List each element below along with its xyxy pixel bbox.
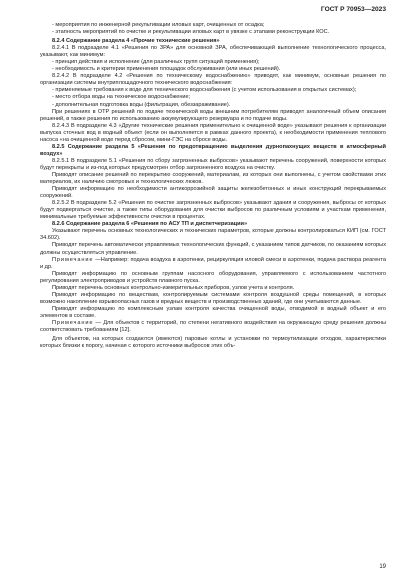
body-paragraph: Приводят перечень основных контрольно-измерительных приборов, узлов учета и контроля. (52, 284, 295, 291)
body-paragraph: При решениях в ОТР решений по подаче технической воды внешним потребителям приводят аналогичный объем описания решений, в также решения по использованию аккумулирующего резервуара и по подаче воды. (40, 108, 386, 122)
body-paragraph: Приводят описание решений по перекрытию сооружений, материалам, из которых они выполнены, с учетом свойствами этих материалов, их наличию смотровых и технологических люков. (40, 171, 386, 186)
body-paragraph: 8.2.4.3 В подразделе 4.3 «Другие технические решения применительно к очищенной воде» указывают решения к организации выпуска сточных вод в водный объект (если он выполняется в рамках данного проекта), к необходимости применения теплового насоса «на очищенной воде перед сбросом, мини-ГЭС на сбросе воды. (40, 122, 386, 143)
note-label: Примечание (52, 256, 94, 263)
note-paragraph (40, 320, 386, 334)
section-heading: 8.2.4 Содержание раздела 4 «Прочие технические решения» (52, 38, 220, 45)
body-paragraph: Приводят информацию по необходимости антикоррозийной защиты железобетонных и иных конструкций перекрываемых сооружений. (40, 186, 386, 200)
body-paragraph: 8.2.4.2 В подразделе 4.2 «Решения по техническому водоснабжению» приводят, как минимум, основные решения по организации системы внутриплощадочного технического водоснабжения: (40, 73, 386, 87)
page-number: 19 (379, 563, 386, 570)
body-paragraph: Приводят перечень автоматически управляемых технологических функций, с указанием типов датчиков, по оказаниям которых должны осуществляться управление. (40, 242, 386, 256)
section-heading: 8.2.5 Содержание раздела 5 «Решения по предотвращению выделения дурнопахнущих веществ в атмосферный воздух» (40, 143, 386, 157)
note-paragraph (40, 257, 386, 271)
body-paragraph: - принцип действия и исполнение (для различных групп ситуаций применения); (52, 59, 260, 66)
note-label: Примечание (52, 319, 94, 326)
body-paragraph: Приводят информацию по веществам, контролируемым системами контроля воздушной среды помещений, в которых возможно накопление взрывоопасных газов и вредных веществ и производственных зданий, где они учитываются данные. (40, 291, 386, 305)
note-text: — Для объектов с территорий, по степени негативного воздействия на окружающую среду решения должны соответствовать требованиям [12]. (40, 319, 386, 334)
note-text: —Например: подача воздуха в аэротенки, рециркуляция иловой смеси в аэротенки, подача раствора реагента и др. (40, 256, 387, 270)
body-paragraph: - мероприятия по инженерной рекультивации иловых карт, очищенных от осадка; (52, 22, 265, 28)
body-paragraph: Для объектов, на которых создаются (имеются) паровые котлы и установки по термоутилизации отходов, характеристики которых близки к порогу, начиная с которого источники выбросов этих объ- (40, 336, 386, 350)
body-paragraph: - этапность мероприятий по очистке и рекультивации иловых карт в увязке с этапами реконструкции КОС. (52, 29, 330, 36)
page-body (40, 22, 386, 350)
standard-header: ГОСТ Р 70953—2023 (320, 6, 386, 13)
body-paragraph: - применяемые требования к воде для технического водоснабжения (с учетом использования в открытых системах); (52, 87, 357, 94)
body-paragraph: - место отбора воды на техническое водоснабжение; (52, 94, 191, 101)
body-paragraph: Приводят информацию по комплексным узлам контроля качества очищенной воды, отводимой в водный объект и его элементов в составе. (40, 305, 386, 319)
body-paragraph: - дополнительная подготовка воды (фильтрация, обеззараживание). (52, 101, 231, 108)
body-paragraph: 8.2.5.1 В подразделе 5.1 «Решения по сбору загрязненных выбросов» указывают перечень сооружений, поверхности которых будут перекрыты и из-под которых предусмотрен отбор загрязненного воздуха на очистку. (40, 157, 386, 171)
body-paragraph: 8.2.5.2 В подразделе 5.2 «Решения по очистке загрязненных выбросов» указывают здания и сооружения, выбросы от которых будут подвергаться очистке, а также типы оборудования для очистки выбросов по различным условиям и участкам применения, минимальные требуемые эффективности очистки в процентах. (40, 200, 386, 221)
section-heading: 8.2.6 Содержание раздела 6 «Решения по АСУ ТП и диспетчеризации» (52, 221, 248, 228)
body-paragraph: - необходимость и критерии применения площадок обслуживания (или иных решений). (52, 66, 281, 73)
body-paragraph: Указывают перечень основных технологических и технических параметров, которые должны контролироваться КИП (см. ГОСТ 34.602). (40, 228, 386, 242)
body-paragraph: 8.2.4.1 В подразделе 4.1 «Решения по ЗРА» для основной ЗРА, обеспечивающей выполнение технологического процесса, указывают, как минимум: (40, 45, 386, 59)
body-paragraph: Приводят информацию по основным группам насосного оборудования, управляемого с использованием частотного регулирования электроприводов и устройств плавного пуска. (40, 270, 386, 284)
